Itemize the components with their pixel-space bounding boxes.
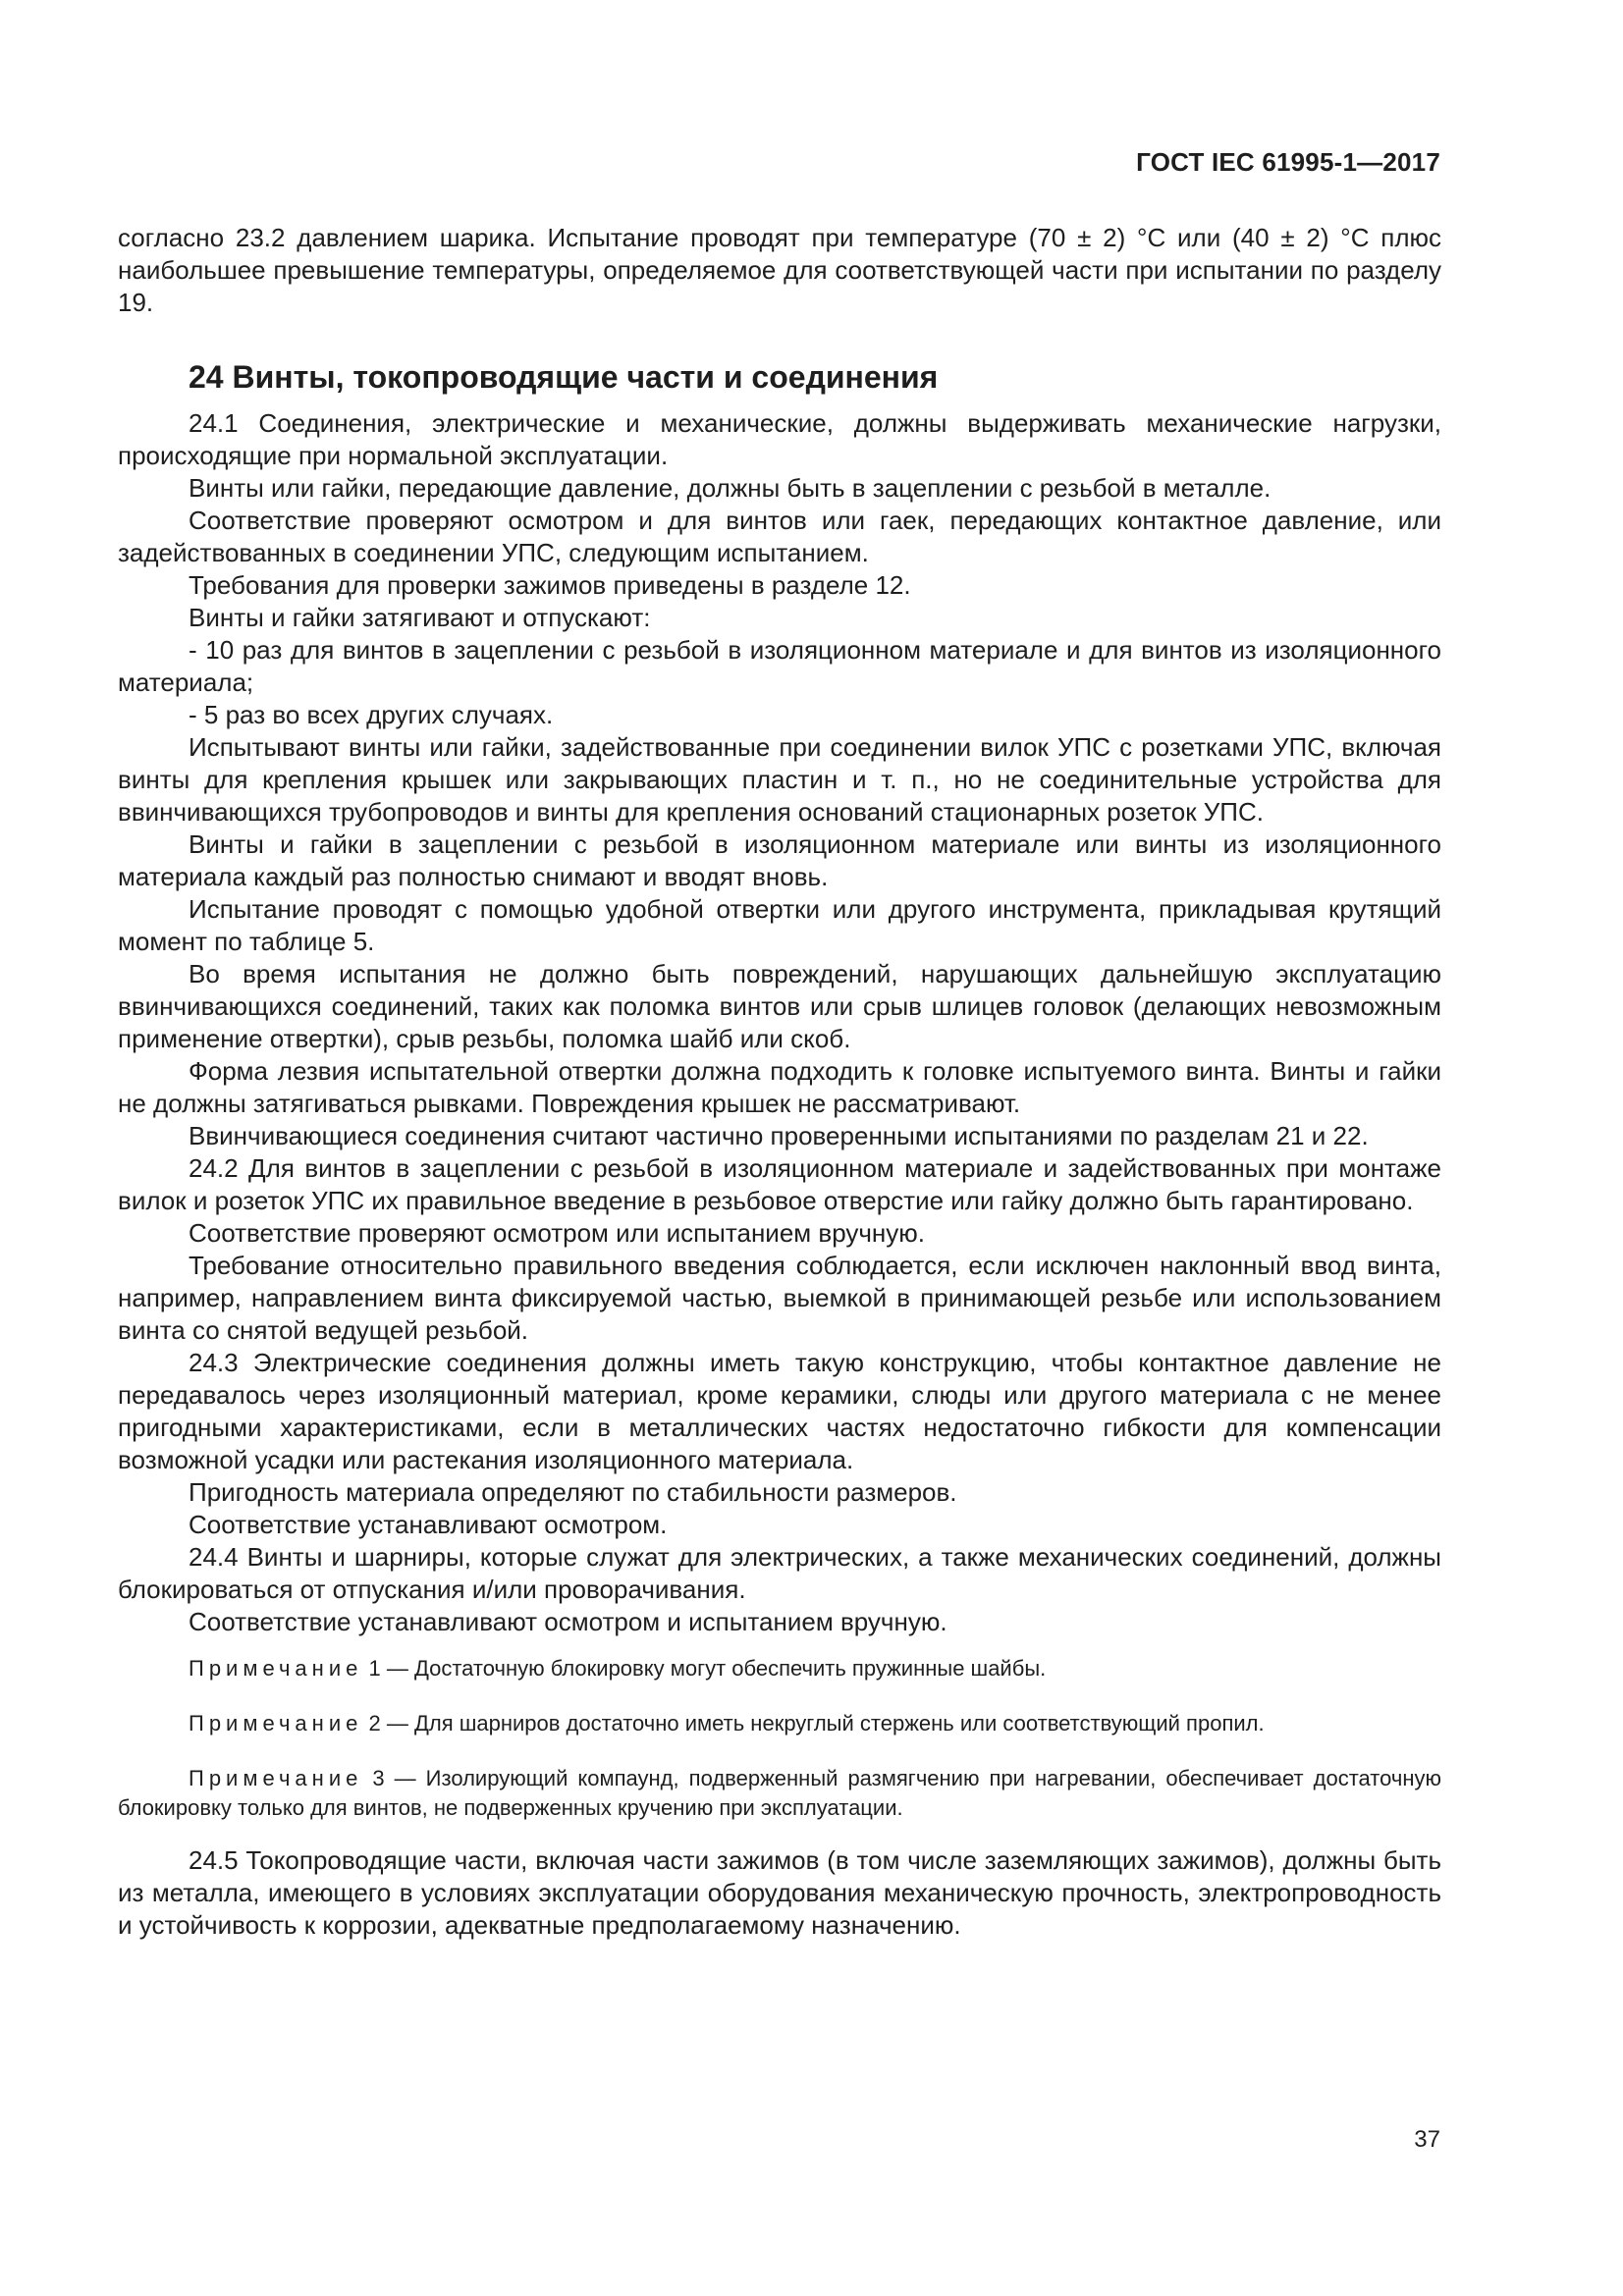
- paragraph: Соответствие устанавливают осмотром и испытанием вручную.: [189, 1607, 947, 1636]
- paragraph: Соответствие устанавливают осмотром.: [189, 1510, 668, 1539]
- paragraph: Форма лезвия испытательной отвертки должна подходить к головке испытуемого винта. Винты и гайки не должны затягиваться рывками. Повреждения крышек не рассматривают.: [118, 1056, 1441, 1118]
- document-code-header: ГОСТ IEC 61995-1—2017: [1136, 147, 1440, 177]
- paragraph: Требование относительно правильного введения соблюдается, если исключен наклонный ввод винта, например, направлением винта фиксируемой частью, выемкой в принимающей резьбе или использованием винта со снятой ведущей резьбой.: [118, 1251, 1441, 1345]
- paragraph: Пригодность материала определяют по стабильности размеров.: [189, 1477, 957, 1507]
- paragraph-24-3: 24.3 Электрические соединения должны иметь такую конструкцию, чтобы контактное давление не передавалось через изоляционный материал, кроме керамики, слюды или другого материала с не менее пригодными характеристиками, если в металлических частях недостаточно гибкости для компенсации возможной усадки или растекания изоляционного материала.: [118, 1348, 1441, 1474]
- paragraph: Ввинчивающиеся соединения считают частично проверенными испытаниями по разделам 21 и 22.: [189, 1121, 1369, 1150]
- paragraph: Во время испытания не должно быть повреждений, нарушающих дальнейшую эксплуатацию ввинчивающихся соединений, таких как поломка винтов или срыв шлицев головок (делающих невозможным применение отвертки), срыв резьбы, поломка шайб или скоб.: [118, 959, 1441, 1053]
- note-label: Примечание: [189, 1711, 363, 1735]
- note-3: [118, 1764, 1441, 1823]
- note-number: 2: [368, 1711, 381, 1735]
- page-number: 37: [1414, 2126, 1440, 2153]
- page-content: [118, 222, 1441, 1942]
- paragraph-24-4: 24.4 Винты и шарниры, которые служат для электрических, а также механических соединений, должны блокироваться от отпускания и/или проворачивания.: [118, 1542, 1441, 1604]
- paragraph: Винты и гайки затягивают и отпускают:: [189, 603, 651, 632]
- paragraph: Соответствие проверяют осмотром или испытанием вручную.: [189, 1218, 925, 1248]
- paragraph: Винты и гайки в зацеплении с резьбой в изоляционном материале или винты из изоляционного материала каждый раз полностью снимают и вводят вновь.: [118, 829, 1441, 891]
- section-title: 24 Винты, токопроводящие части и соединения: [189, 359, 939, 395]
- note-number: 1: [368, 1656, 381, 1681]
- note-number: 3: [372, 1766, 385, 1790]
- note-label: Примечание: [189, 1656, 363, 1681]
- paragraph: Соответствие проверяют осмотром и для винтов или гаек, передающих контактное давление, или задействованных в соединении УПС, следующим испытанием.: [118, 506, 1441, 567]
- note-text: — Для шарниров достаточно иметь некруглый стержень или соответствующий пропил.: [386, 1711, 1265, 1735]
- paragraph: Испытание проводят с помощью удобной отвертки или другого инструмента, прикладывая крутящий момент по таблице 5.: [118, 894, 1441, 956]
- note-text: — Изолирующий компаунд, подверженный размягчению при нагревании, обеспечивает достаточную блокировку только для винтов, не подверженных кручению при эксплуатации.: [118, 1766, 1441, 1820]
- note-1: [118, 1654, 1441, 1683]
- intro-paragraph: согласно 23.2 давлением шарика. Испытание проводят при температуре (70 ± 2) °С или (40 ± 2) °С плюс наибольшее превышение температуры, определяемое для соответствующей части при испытании по разделу 19.: [118, 223, 1441, 317]
- paragraph-24-5: 24.5 Токопроводящие части, включая части зажимов (в том числе заземляющих зажимов), должны быть из металла, имеющего в условиях эксплуатации оборудования механическую прочность, электропроводность и устойчивость к коррозии, адекватные предполагаемому назначению.: [118, 1845, 1441, 1940]
- paragraph-24-1: 24.1 Соединения, электрические и механические, должны выдерживать механические нагрузки, происходящие при нормальной эксплуатации.: [118, 408, 1441, 470]
- note-text: — Достаточную блокировку могут обеспечить пружинные шайбы.: [386, 1656, 1047, 1681]
- note-2: [118, 1709, 1441, 1738]
- paragraph-24-2: 24.2 Для винтов в зацеплении с резьбой в изоляционном материале и задействованных при монтаже вилок и розеток УПС их правильное введение в резьбовое отверстие или гайку должно быть гарантировано.: [118, 1153, 1441, 1215]
- paragraph: Винты или гайки, передающие давление, должны быть в зацеплении с резьбой в металле.: [189, 473, 1271, 503]
- note-label: Примечание: [189, 1766, 363, 1790]
- list-item: - 5 раз во всех других случаях.: [189, 700, 554, 729]
- paragraph: Требования для проверки зажимов приведены в разделе 12.: [189, 570, 911, 600]
- list-item: - 10 раз для винтов в зацеплении с резьбой в изоляционном материале и для винтов из изоляционного материала;: [118, 635, 1441, 697]
- paragraph: Испытывают винты или гайки, задействованные при соединении вилок УПС с розетками УПС, включая винты для крепления крышек или закрывающих пластин и т. п., но не соединительные устройства для ввинчивающихся трубопроводов и винты для крепления оснований стационарных розеток УПС.: [118, 732, 1441, 827]
